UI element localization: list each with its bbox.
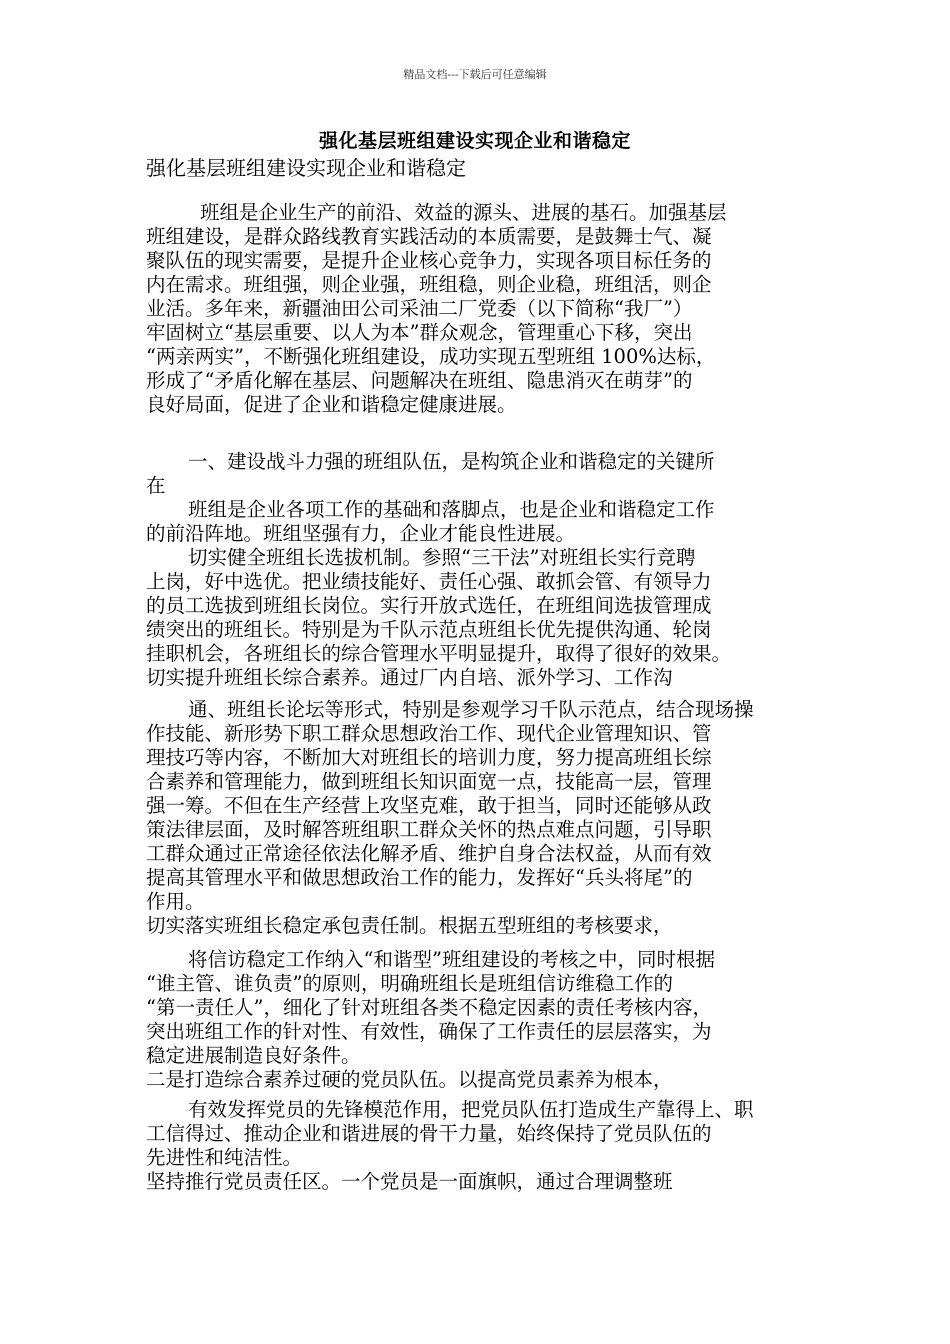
- body-line: 一、建设战斗力强的班组队伍，是构筑企业和谐稳定的关键所: [188, 450, 715, 473]
- header-note: 精品文档---下载后可任意编辑: [403, 68, 547, 81]
- body-line: 形成了“矛盾化解在基层、问题解决在班组、隐患消灭在萌芽”的: [146, 369, 693, 392]
- body-line: 突出班组工作的针对性、有效性，确保了工作责任的层层落实，为: [146, 1020, 712, 1043]
- body-line: 切实健全班组长选拔机制。参照“三干法”对班组长实行竞聘: [188, 546, 696, 569]
- body-line: 策法律层面，及时解答班组职工群众关怀的热点难点问题，引导职: [146, 818, 712, 841]
- body-line: 工群众通过正常途径依法化解矛盾、维护自身合法权益，从而有效: [146, 842, 712, 865]
- body-line: 聚队伍的现实需要，是提升企业核心竞争力，实现各项目标任务的: [146, 249, 712, 272]
- body-line: 班组建设，是群众路线教育实践活动的本质需要，是鼓舞士气、凝: [146, 225, 712, 248]
- body-line: 合素养和管理能力，做到班组长知识面宽一点，技能高一层，管理: [146, 770, 712, 793]
- body-line: 绩突出的班组长。特别是为千队示范点班组长优先提供沟通、轮岗: [146, 618, 712, 641]
- body-line: 稳定进展制造良好条件。: [146, 1044, 361, 1067]
- body-line: 工信得过、推动企业和谐进展的骨干力量，始终保持了党员队伍的: [146, 1122, 712, 1145]
- body-line: 作技能、新形势下职工群众思想政治工作、现代企业管理知识、管: [146, 722, 712, 745]
- body-line: 上岗，好中选优。把业绩技能好、责任心强、敢抓会管、有领导力: [146, 570, 712, 593]
- body-line: 的员工选拔到班组长岗位。实行开放式选任，在班组间选拔管理成: [146, 594, 712, 617]
- document-title: 强化基层班组建设实现企业和谐稳定: [318, 130, 631, 152]
- body-line: 挂职机会，各班组长的综合管理水平明显提升，取得了很好的效果。: [146, 642, 732, 665]
- body-line: 有效发挥党员的先锋模范作用，把党员队伍打造成生产靠得上、职: [188, 1098, 754, 1121]
- body-line: 强一筹。不但在生产经营上攻坚克难，敢于担当，同时还能够从政: [146, 794, 712, 817]
- body-line: 牢固树立“基层重要、以人为本”群众观念，管理重心下移，突出: [146, 321, 693, 344]
- body-line: “第一责任人”，细化了针对班组各类不稳定因素的责任考核内容，: [146, 996, 712, 1019]
- body-line: 作用。: [146, 890, 205, 913]
- body-line: 的前沿阵地。班组坚强有力，企业才能良性进展。: [146, 522, 576, 545]
- body-line: 理技巧等内容，不断加大对班组长的培训力度，努力提高班组长综: [146, 746, 712, 769]
- body-line: 二是打造综合素养过硬的党员队伍。以提高党员素养为根本，: [146, 1068, 673, 1091]
- body-line: 业活。多年来，新疆油田公司采油二厂党委（以下简称“我厂”）: [146, 297, 693, 320]
- body-line: “两亲两实”，不断强化班组建设，成功实现五型班组 100%达标，: [146, 345, 716, 368]
- body-line: 切实提升班组长综合素养。通过厂内自培、派外学习、工作沟: [146, 666, 673, 689]
- body-line: 先进性和纯洁性。: [146, 1146, 303, 1169]
- body-line: 班组是企业各项工作的基础和落脚点，也是企业和谐稳定工作: [188, 498, 715, 521]
- body-line: 通、班组长论坛等形式，特别是参观学习千队示范点，结合现场操: [188, 698, 754, 721]
- body-line: 切实落实班组长稳定承包责任制。根据五型班组的考核要求，: [146, 914, 673, 937]
- document-subtitle: 强化基层班组建设实现企业和谐稳定: [146, 156, 466, 180]
- body-line: “谁主管、谁负责”的原则，明确班组长是班组信访维稳工作的: [146, 972, 673, 995]
- body-line: 将信访稳定工作纳入“和谐型”班组建设的考核之中，同时根据: [188, 948, 715, 971]
- body-line: 内在需求。班组强，则企业强，班组稳，则企业稳，班组活，则企: [146, 273, 712, 296]
- body-line: 在: [146, 474, 166, 497]
- body-line: 班组是企业生产的前沿、效益的源头、进展的基石。加强基层: [200, 201, 727, 224]
- body-line: 良好局面，促进了企业和谐稳定健康进展。: [146, 393, 517, 416]
- body-line: 坚持推行党员责任区。一个党员是一面旗帜，通过合理调整班: [146, 1170, 673, 1193]
- body-line: 提高其管理水平和做思想政治工作的能力，发挥好“兵头将尾”的: [146, 866, 693, 889]
